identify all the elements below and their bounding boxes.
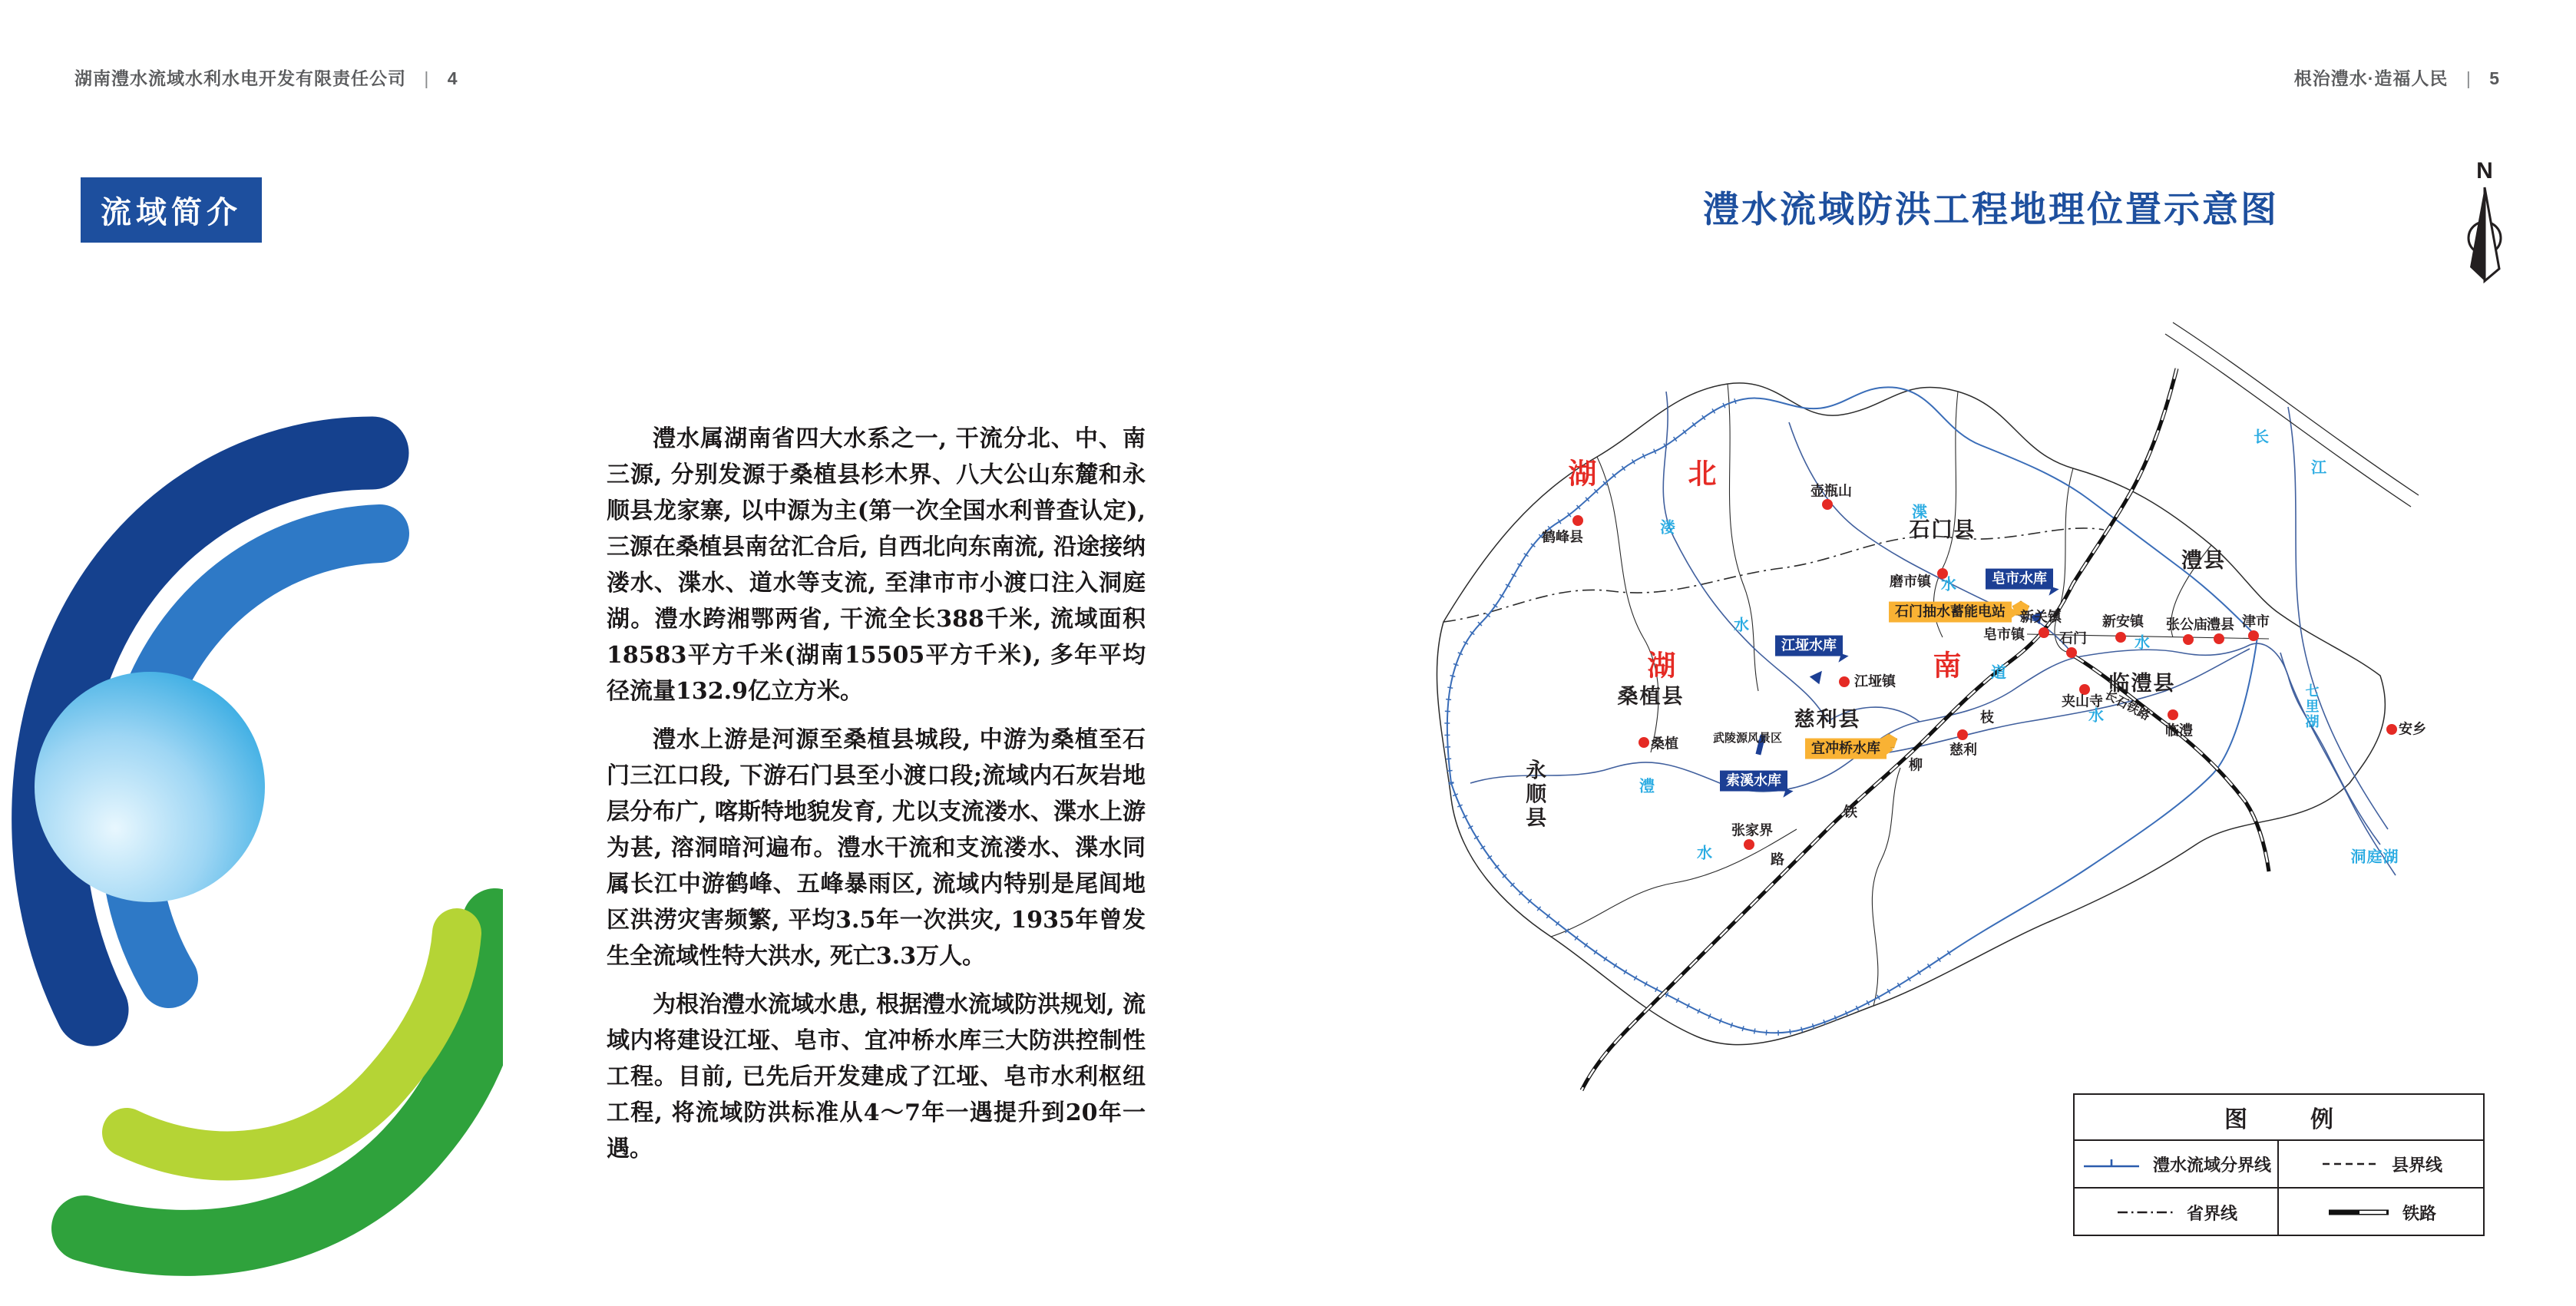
legend-item-basin-boundary <box>2075 1141 2279 1189</box>
province-boundary-symbol-icon <box>2115 1205 2176 1219</box>
legend-label: 省界线 <box>2186 1203 2237 1223</box>
map-label-river: 水 <box>1697 845 1712 862</box>
map-label-county: 桑植县 <box>1617 684 1685 708</box>
city-dot <box>2115 632 2126 643</box>
map-label-city: 石门 <box>2059 630 2087 646</box>
header-divider: | <box>424 68 430 88</box>
map-label-suoxi-reservoir: 索溪水库 <box>1720 771 1787 792</box>
map-label-county-v: 永顺县 <box>1523 759 1546 831</box>
map-label-city: 鹤峰县 <box>1542 529 1583 545</box>
legend-item-province-boundary <box>2075 1189 2279 1236</box>
paragraph-2: 澧水上游是河源至桑植县城段, 中游为桑植至石门三江口段, 下游石门县至小渡口段;流域内石灰岩地层分布广, 喀斯特地貌发育, 尤以支流溇水、渫水上游为甚, 溶洞暗河遍布。澧水干流和支流溇水、渫水同属长江中游鹤峰、五峰暴雨区, 流域内特别是尾闾地区洪涝灾害频繁, 平均3.5年一次洪灾, 1935年曾发生全流域性特大洪水, 死亡3.3万人。 <box>607 726 1146 970</box>
dam-blue-marker <box>1810 667 1827 684</box>
slogan: 根治澧水·造福人民 <box>2293 68 2449 88</box>
map-label-yichongqiao-reservoir: 宜冲桥水库 <box>1805 739 1887 759</box>
map-label-county: 临澧县 <box>2108 671 2176 695</box>
company-logo <box>12 411 503 1278</box>
company-name: 湖南澧水流域水利水电开发有限责任公司 <box>74 68 406 88</box>
map-label-river: 水 <box>1734 617 1749 634</box>
map-label-shimen-pumped-storage: 石门抽水蓄能电站 <box>1889 602 2012 623</box>
map-label-place: 武陵源风景区 <box>1712 732 1783 746</box>
city-dot <box>2214 633 2224 644</box>
map-label-river: 水 <box>2135 634 2150 652</box>
map-label-city: 夹山寺 <box>2062 693 2103 709</box>
legend-label: 澧水流域分界线 <box>2152 1155 2271 1175</box>
map-label-city: 新安镇 <box>2102 613 2144 630</box>
map-label-county: 澧县 <box>2181 548 2226 572</box>
map-label-river: 渫 <box>1912 504 1927 521</box>
map-label-city: 安乡 <box>2399 721 2426 737</box>
basin-map <box>1397 292 2511 1152</box>
map-label-railway: 路 <box>1771 851 1784 868</box>
city-dot <box>2066 647 2077 658</box>
page-number-right: 5 <box>2489 68 2500 88</box>
legend-label: 县界线 <box>2391 1155 2442 1175</box>
city-dot <box>2183 634 2194 645</box>
header-right <box>2294 64 2500 90</box>
map-label-railway-rot: 长石铁路 <box>2102 688 2152 723</box>
city-dot <box>2168 709 2178 720</box>
railway-symbol-icon <box>2326 1205 2392 1219</box>
map-label-railway: 铁 <box>1844 804 1857 820</box>
map-label-city: 津市 <box>2242 613 2270 630</box>
map-label-city: 临澧 <box>2165 722 2193 739</box>
map-label-city: 张公庙 <box>2166 617 2207 633</box>
map-label-railway: 柳 <box>1909 757 1923 773</box>
county-boundary-symbol-icon <box>2320 1157 2381 1171</box>
map-label-county: 石门县 <box>1909 517 1976 541</box>
legend-item-county-boundary <box>2279 1141 2483 1189</box>
city-dot <box>2386 724 2397 735</box>
city-dot <box>1839 676 1850 687</box>
city-dot <box>2039 627 2049 638</box>
map-label-city: 澧县 <box>2207 617 2234 633</box>
legend-label: 铁路 <box>2402 1203 2436 1223</box>
basin-boundary-symbol-icon <box>2081 1157 2142 1171</box>
map-label-river: 水 <box>1941 576 1956 593</box>
map-label-hunan-hu: 湖 <box>1647 650 1678 682</box>
city-dot <box>1572 515 1583 526</box>
map-label-city: 桑植 <box>1651 736 1678 752</box>
legend-title: 图 例 <box>2075 1095 2483 1141</box>
city-dot <box>1822 499 1833 510</box>
city-dot <box>1744 839 1754 850</box>
map-label-river-v: 七里湖 <box>2303 683 2320 729</box>
map-label-hunan-nan: 南 <box>1933 650 1963 682</box>
paragraph-1: 澧水属湖南省四大水系之一, 干流分北、中、南三源, 分别发源于桑植县杉木界、八大公山东麓和永顺县龙家寨, 以中源为主(第一次全国水利普查认定), 三源在桑植县南岔汇合后, 自西北向东南流, 沿途接纳溇水、渫水、道水等支流, 至津市市小渡口注入洞庭湖。澧水跨湘鄂两省, 干流全长388千米, 流域面积18583平方千米(湖南15505平方千米), 多年平均径流量132.9亿立方米。 <box>607 425 1146 705</box>
map-label-river: 澧 <box>1639 778 1655 795</box>
page-number-left: 4 <box>447 68 458 88</box>
map-label-city: 磨市镇 <box>1890 574 1931 590</box>
legend-grid <box>2075 1141 2483 1236</box>
map-label-layer <box>1397 292 2511 1152</box>
north-indicator <box>2454 160 2515 294</box>
map-label-county: 慈利县 <box>1794 707 1861 731</box>
map-label-city: 张家界 <box>1731 822 1773 838</box>
compass-icon <box>2462 183 2508 290</box>
paragraph-3: 为根治澧水流域水患, 根据澧水流域防洪规划, 流域内将建设江垭、皂市、宜冲桥水库三大防洪控制性工程。目前, 已先后开发建成了江垭、皂市水利枢纽工程, 将流域防洪标准从4～7年一遇提升到20年一遇。 <box>607 991 1146 1162</box>
header-left <box>74 64 458 90</box>
map-label-lake: 洞庭湖 <box>2350 848 2399 866</box>
basin-introduction-text <box>607 421 1146 1179</box>
north-label: N <box>2476 158 2493 184</box>
map-label-hubei-hu: 湖 <box>1568 458 1599 490</box>
legend-item-railway <box>2279 1189 2483 1236</box>
map-label-city: 壶瓶山 <box>1810 483 1852 499</box>
map-label-railway: 枝 <box>1980 709 1994 726</box>
map-title: 澧水流域防洪工程地理位置示意图 <box>1703 189 2279 230</box>
map-label-city: 新关镇 <box>2020 609 2062 625</box>
map-label-city: 慈利 <box>1949 742 1977 758</box>
map-label-hubei-bei: 北 <box>1688 458 1718 490</box>
map-label-city: 江垭镇 <box>1854 673 1896 689</box>
map-label-river: 长 <box>2254 428 2269 446</box>
map-label-river: 溇 <box>1660 519 1675 537</box>
city-dot <box>1957 729 1968 740</box>
map-label-river: 江 <box>2311 459 2326 477</box>
map-legend <box>2073 1093 2485 1236</box>
city-dot <box>1639 737 1649 748</box>
map-label-city: 皂市镇 <box>1983 627 2025 643</box>
map-label-river: 水 <box>2088 707 2104 725</box>
map-label-jiangya-reservoir: 江垭水库 <box>1775 636 1843 656</box>
city-dot <box>2248 630 2259 641</box>
map-label-river: 道 <box>1991 664 2006 682</box>
header-divider: | <box>2465 68 2472 88</box>
map-label-zaoshi-reservoir: 皂市水库 <box>1986 569 2053 590</box>
section-title-badge: 流域简介 <box>81 177 262 243</box>
